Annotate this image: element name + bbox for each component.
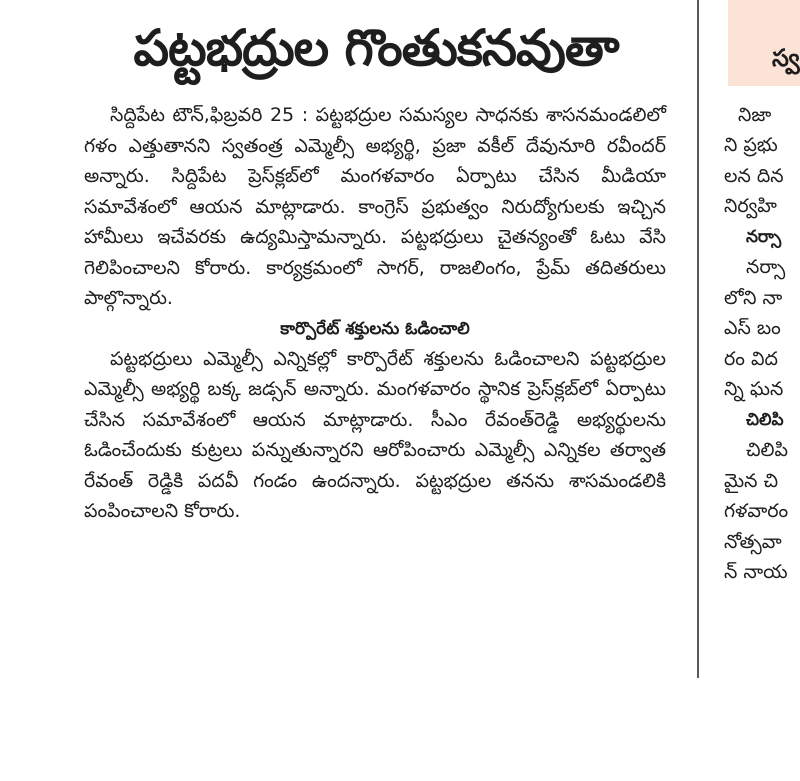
adjacent-article-line: మైన చి — [724, 470, 779, 492]
adjacent-article-line: ని ప్రభు — [724, 134, 778, 156]
adjacent-article-line: నిర్వహి — [724, 195, 777, 217]
headline: పట్టభద్రుల గొంతుకనవుతా — [133, 19, 619, 77]
adjacent-article-title: స్వ — [772, 44, 800, 72]
article-paragraph-2: పట్టభద్రులు ఎమ్మెల్సీ ఎన్నికల్లో కార్పొరేట్ శక్తులను ఓడించాలని పట్టభద్రుల ఎమ్మెల్సీ అభ్యర్థి బక్క జడ్సన్ అన్నారు. మంగళవారం స్థానిక ప్రెస్‌క్లబ్‌లో ఏర్పాటు చేసిన సమావేశంలో ఆయన మాట్లాడారు. సీఎం రేవంత్‌రెడ్డి అభ్యర్థులను ఓడించేందుకు కుట్రలు పన్నుతున్నారని ఆరోపించారు ఎమ్మెల్సీ ఎన్నికల తర్వాత రేవంత్ రెడ్డికి పదవీ గండం ఉందన్నారు. పట్టభద్రుల తనను శాసమండలికి పంపించాలని కోరారు. — [84, 347, 666, 522]
adjacent-article-line: నోత్సవా — [724, 531, 782, 553]
adjacent-article-line: న్ నాయ — [724, 561, 788, 583]
adjacent-article-line: లన దిన — [724, 165, 784, 187]
column-divider — [697, 0, 699, 678]
adjacent-article-line: న్ని ఘన — [724, 378, 784, 400]
adjacent-article-line: ఎస్ బం — [724, 317, 781, 339]
adjacent-article-line: నర్సా — [746, 227, 782, 247]
adjacent-article-line: నర్సా — [746, 256, 786, 278]
adjacent-article-line: గళవారం — [724, 500, 789, 522]
adjacent-article-line: నిజా — [738, 104, 772, 126]
adjacent-article-title-box — [728, 0, 800, 86]
article-body — [84, 100, 666, 527]
adjacent-article-line: చిలిపి — [746, 439, 788, 461]
adjacent-article-line: లోని నా — [724, 287, 783, 309]
adjacent-article-text — [724, 100, 800, 700]
adjacent-article-line: రం విద — [724, 348, 778, 370]
article-paragraph-1: సిద్దిపేట టౌన్,ఫిబ్రవరి 25 : పట్టభద్రుల సమస్యల సాధనకు శాసనమండలిలో గళం ఎత్తుతానని స్వతంత్ర ఎమ్మెల్సీ అభ్యర్థి, ప్రజా వకీల్ దేవునూరి రవీందర్ అన్నారు. సిద్దిపేట ప్రెస్‌క్లబ్‌లో మంగళవారం ఏర్పాటు చేసిన మీడియా సమావేశంలో ఆయన మాట్లాడారు. కాంగ్రెస్ ప్రభుత్వం నిరుద్యోగులకు ఇచ్చిన హామీలు ఇచేవరకు ఉద్యమిస్తామన్నారు. పట్టభద్రులు చైతన్యంతో ఓటు వేసి గెలిపించాలని కోరారు. కార్యక్రమంలో సాగర్, రాజలింగం, ప్రేమ్ తదితరులు పాల్గొన్నారు. — [84, 104, 666, 309]
adjacent-article-line: చిలిపి — [746, 410, 784, 430]
article-subhead: కార్పొరేట్ శక్తులను ఓడించాలి — [280, 318, 470, 339]
